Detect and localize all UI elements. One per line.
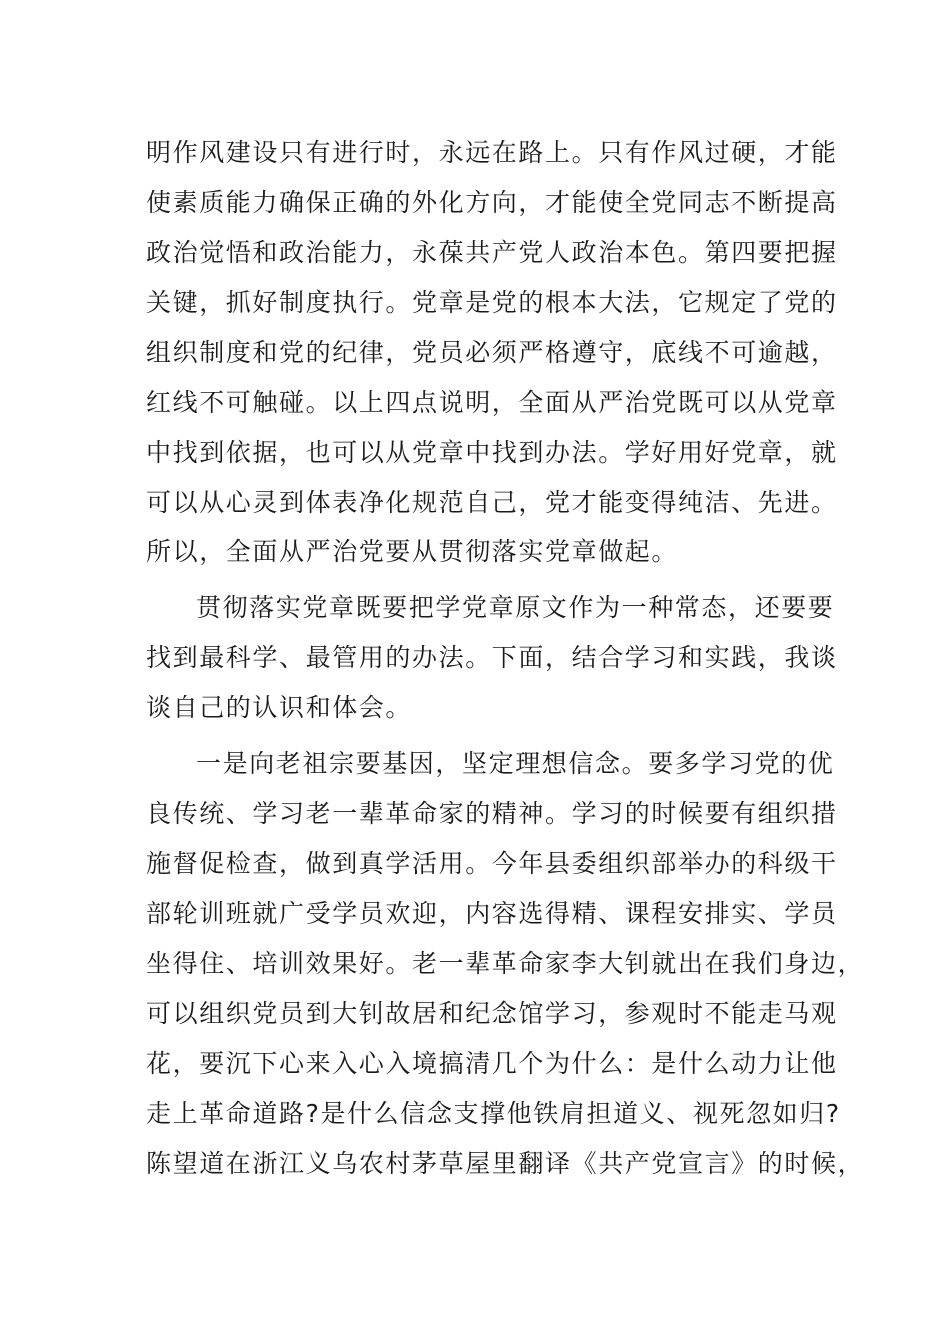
paragraph-1-line-1: 明作风建设只有进行时，永远在路上。只有作风过硬，才能 — [146, 138, 838, 167]
paragraph-1-line-5: 组织制度和党的纪律，党员必须严格遵守，底线不可逾越， — [146, 338, 838, 367]
paragraph-3-line-7: 花，要沉下心来入心入境搞清几个为什么：是什么动力让他 — [146, 1049, 838, 1078]
paragraph-1-line-6: 红线不可触碰。以上四点说明，全面从严治党既可以从党章 — [146, 388, 838, 417]
paragraph-3-line-2: 良传统、学习老一辈革命家的精神。学习的时候要有组织措 — [146, 799, 838, 828]
paragraph-3-line-4: 部轮训班就广受学员欢迎，内容选得精、课程安排实、学员 — [146, 899, 838, 928]
paragraph-1-line-2: 使素质能力确保正确的外化方向，才能使全党同志不断提高 — [146, 188, 838, 217]
paragraph-3-line-5: 坐得住、培训效果好。老一辈革命家李大钊就出在我们身边， — [146, 949, 865, 978]
paragraph-1-line-9: 所以，全面从严治党要从贯彻落实党章做起。 — [146, 537, 679, 566]
paragraph-1-line-3: 政治觉悟和政治能力，永葆共产党人政治本色。第四要把握 — [146, 238, 838, 267]
paragraph-1-line-7: 中找到依据，也可以从党章中找到办法。学好用好党章，就 — [146, 438, 838, 467]
paragraph-2-line-2: 找到最科学、最管用的办法。下面，结合学习和实践，我谈 — [146, 643, 838, 672]
paragraph-1-line-8: 可以从心灵到体表净化规范自己，党才能变得纯洁、先进。 — [146, 488, 838, 517]
paragraph-2-line-1: 贯彻落实党章既要把学党章原文作为一种常态，还要要 — [196, 593, 835, 622]
paragraph-3-line-6: 可以组织党员到大钊故居和纪念馆学习，参观时不能走马观 — [146, 999, 838, 1028]
paragraph-3-line-3: 施督促检查，做到真学活用。今年县委组织部举办的科级干 — [146, 849, 838, 878]
paragraph-3-line-9: 陈望道在浙江义乌农村茅草屋里翻译《共产党宣言》的时候， — [146, 1149, 865, 1178]
paragraph-2-line-3: 谈自己的认识和体会。 — [146, 693, 413, 722]
paragraph-1-line-4: 关键，抓好制度执行。党章是党的根本大法，它规定了党的 — [146, 288, 838, 317]
paragraph-3-line-1: 一是向老祖宗要基因，坚定理想信念。要多学习党的优 — [196, 749, 835, 778]
paragraph-3-line-8: 走上革命道路?是什么信念支撑他铁肩担道义、视死忽如归? — [146, 1099, 841, 1128]
